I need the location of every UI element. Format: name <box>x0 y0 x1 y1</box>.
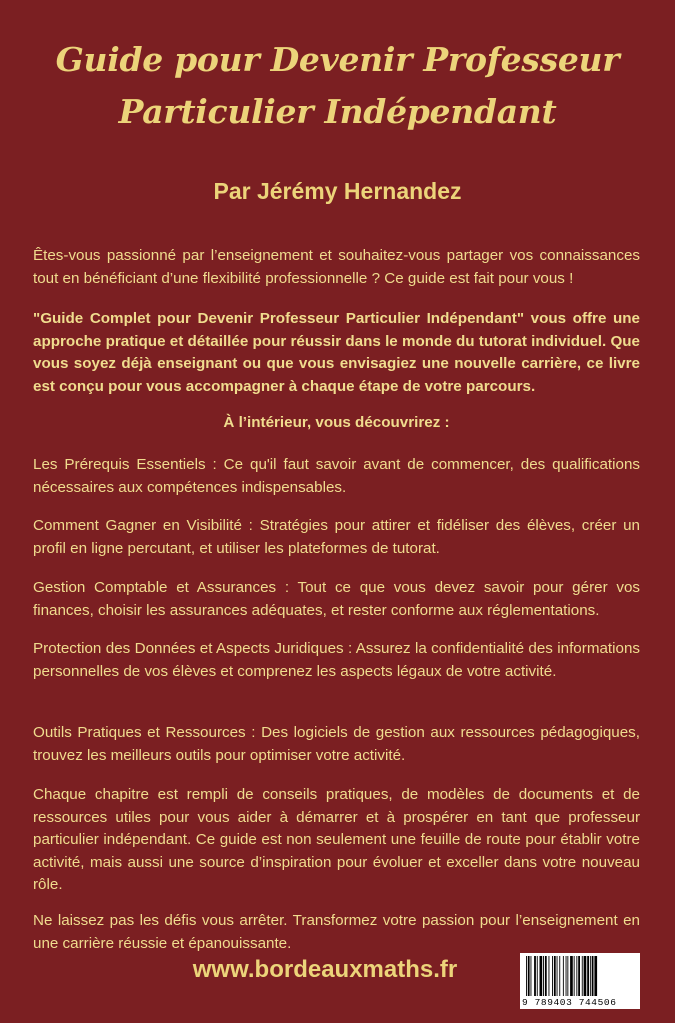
closing-paragraph: Ne laissez pas les défis vous arrêter. Transformez votre passion pour l’enseignement en une carrière réussie et épanouissante. <box>33 912 640 952</box>
inside-heading: À l’intérieur, vous découvrirez : <box>223 414 450 431</box>
website-url: www.bordeauxmaths.fr <box>192 956 458 983</box>
isbn-number: 9 789403 744506 <box>522 997 617 1008</box>
feature-item-data-protection: Protection des Données et Aspects Juridiques : Assurez la confidentialité des informations personnelles de vos élèves et comprenez les aspects légaux de votre activité. <box>33 640 640 680</box>
pitch-paragraph: "Guide Complet pour Devenir Professeur Particulier Indépendant" vous offre une approche pratique et détaillée pour réussir dans le monde du tutorat individuel. Que vous soyez déjà enseignant ou que vous envisagiez une nouvelle carrière, ce livre est conçu pour vous accompagner à chaque étape de votre parcours. <box>33 310 640 395</box>
chapters-paragraph: Chaque chapitre est rempli de conseils pratiques, de modèles de documents et de ressources utiles pour vous aider à démarrer et à prospérer en tant que professeur particulier indépendant. Ce guide est non seulement une feuille de route pour établir votre activité, mais aussi une source d’inspiration pour évoluer et exceller dans votre nouveau rôle. <box>33 786 640 893</box>
intro-paragraph: Êtes-vous passionné par l’enseignement et souhaitez-vous partager vos connaissances tout en bénéficiant d’une flexibilité professionnelle ? Ce guide est fait pour vous ! <box>33 247 640 287</box>
feature-item-accounting: Gestion Comptable et Assurances : Tout ce que vous devez savoir pour gérer vos finances, choisir les assurances adéquates, et rester conforme aux réglementations. <box>33 579 640 619</box>
book-title-line-2: Particulier Indépendant <box>118 92 557 131</box>
feature-item-tools: Outils Pratiques et Ressources : Des logiciels de gestion aux ressources pédagogiques, trouvez les meilleurs outils pour optimiser votre activité. <box>33 724 640 764</box>
feature-item-visibility: Comment Gagner en Visibilité : Stratégies pour attirer et fidéliser des élèves, créer un profil en ligne percutant, et utiliser les plateformes de tutorat. <box>33 517 640 557</box>
author-name: Par Jérémy Hernandez <box>213 178 462 204</box>
isbn-barcode <box>520 953 640 1009</box>
feature-item-prerequisites: Les Prérequis Essentiels : Ce qu'il faut savoir avant de commencer, des qualifications nécessaires aux compétences indispensables. <box>33 456 640 496</box>
book-title-line-1: Guide pour Devenir Professeur <box>55 40 620 79</box>
book-title <box>20 34 655 138</box>
barcode-bars <box>524 956 636 996</box>
